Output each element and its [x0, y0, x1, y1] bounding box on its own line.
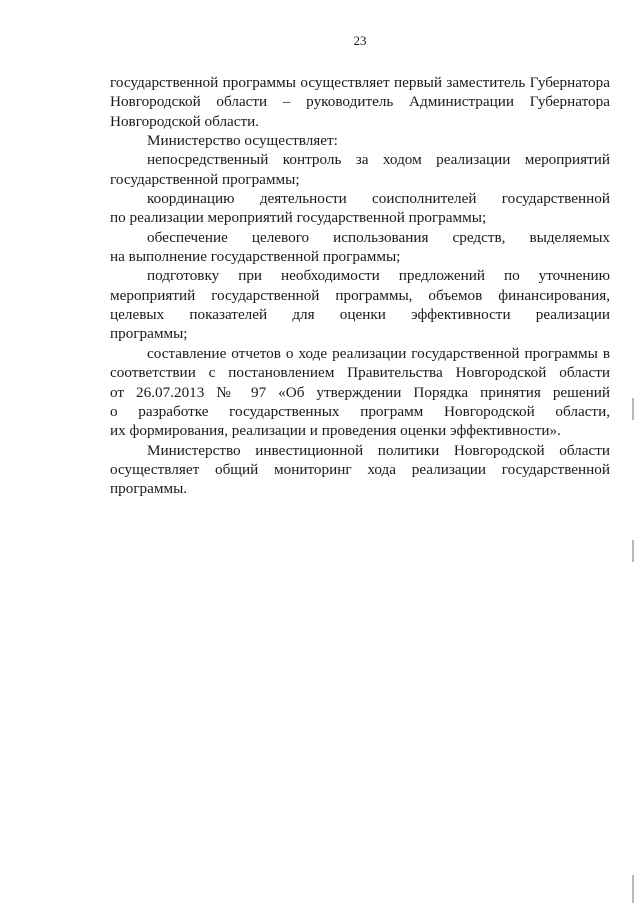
text-line: составление отчетов о ходе реализации государственной программы в [147, 344, 610, 362]
text-line: Министерство инвестиционной политики Новгородской области [147, 441, 610, 459]
text-line: непосредственный контроль за ходом реализации мероприятий [147, 151, 610, 169]
text-line: обеспечение целевого использования средств, выделяемых [147, 228, 610, 246]
scan-artifact [632, 540, 634, 562]
text-line: от 26.07.2013 № 97 «Об утверждении Порядка принятия решений [110, 383, 610, 401]
text-line: соответствии с постановлением Правительства Новгородской области [110, 364, 610, 382]
text-line: Министерство осуществляет: [147, 132, 338, 150]
text-line: целевых показателей для оценки эффективности реализации [110, 306, 610, 324]
text-line: о разработке государственных программ Новгородской области, [110, 402, 610, 420]
text-line: мероприятий государственной программы, объемов финансирования, [110, 286, 610, 304]
text-line: осуществляет общий мониторинг хода реализации государственной [110, 460, 610, 478]
scan-artifact [632, 875, 634, 903]
text-line: на выполнение государственной программы; [110, 248, 401, 266]
document-body [110, 73, 610, 499]
text-line: программы; [110, 325, 188, 343]
page-number: 23 [353, 33, 367, 48]
text-line: Новгородской области – руководитель Администрации Губернатора [110, 93, 610, 111]
scan-artifact [632, 398, 634, 420]
text-line: координацию деятельности соисполнителей государственной [147, 190, 610, 208]
text-line: программы. [110, 480, 188, 498]
text-line: их формирования, реализации и проведения оценки эффективности». [110, 422, 561, 440]
text-line: Новгородской области. [110, 112, 260, 130]
text-line: по реализации мероприятий государственной программы; [110, 209, 487, 227]
text-line: подготовку при необходимости предложений по уточнению [147, 267, 610, 285]
text-line: государственной программы осуществляет первый заместитель Губернатора [110, 74, 610, 91]
text-line: государственной программы; [110, 170, 300, 188]
